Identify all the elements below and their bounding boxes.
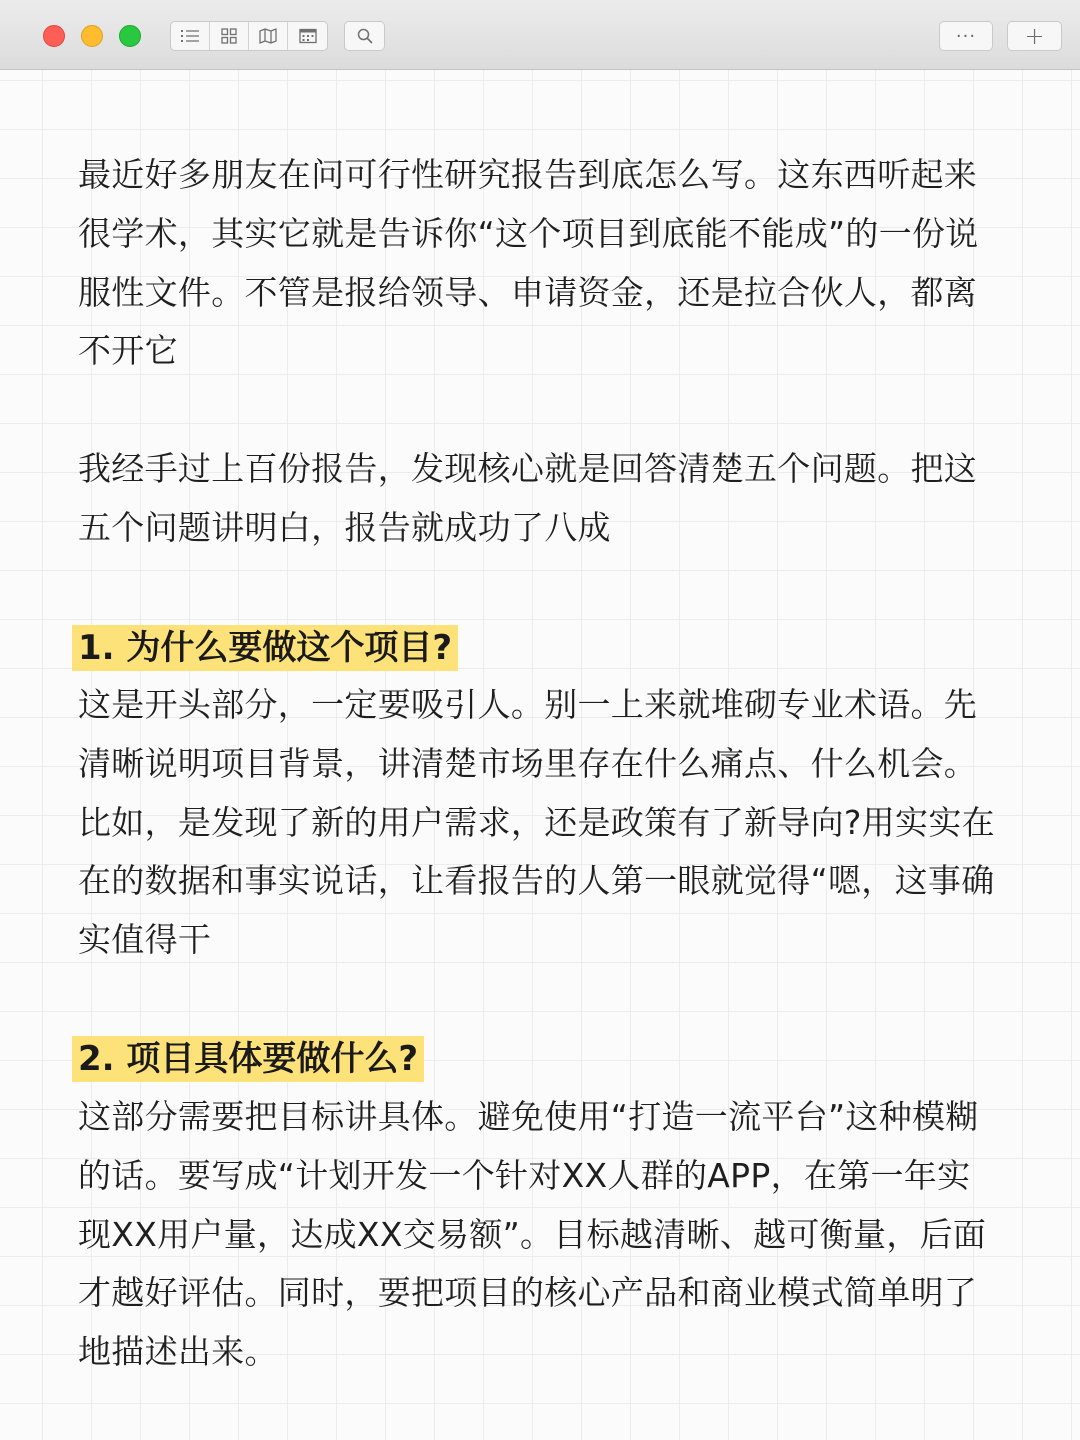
section-2-body: 这部分需要把目标讲具体。避免使用“打造一流平台”这种模糊的话。要写成“计划开发一个针对XX人群的APP，在第一年实现XX用户量，达成XX交易额”。目标越清晰、越可衡量，后面才越好评估。同时，要把项目的核心产品和商业模式简单明了地描述出来。 xyxy=(78,1097,987,1372)
more-icon: ··· xyxy=(955,25,977,47)
add-button[interactable] xyxy=(1007,21,1062,51)
map-view-button[interactable] xyxy=(249,22,288,50)
search-button[interactable] xyxy=(344,21,385,51)
section-2-heading: 2. 项目具体要做什么? xyxy=(72,1036,424,1082)
list-view-button[interactable] xyxy=(171,22,210,50)
more-button[interactable] xyxy=(939,21,993,51)
calendar-view-button[interactable] xyxy=(288,22,327,50)
section-1-heading: 1. 为什么要做这个项目? xyxy=(72,625,458,671)
map-icon xyxy=(259,28,277,44)
list-icon xyxy=(181,29,199,43)
intro-paragraph-2: 我经手过上百份报告，发现核心就是回答清楚五个问题。把这五个问题讲明白，报告就成功了八成 xyxy=(78,449,978,547)
zoom-window-button[interactable] xyxy=(119,25,141,47)
document-canvas xyxy=(0,70,1080,1440)
minimize-window-button[interactable] xyxy=(81,25,103,47)
view-mode-segmented-control xyxy=(170,21,328,51)
search-icon xyxy=(357,28,373,44)
close-window-button[interactable] xyxy=(43,25,65,47)
grid-icon xyxy=(221,28,237,44)
grid-view-button[interactable] xyxy=(210,22,249,50)
intro-paragraph-1: 最近好多朋友在问可行性研究报告到底怎么写。这东西听起来很学术，其实它就是告诉你“这个项目到底能不能成”的一份说服性文件。不管是报给领导、申请资金，还是拉合伙人，都离不开它 xyxy=(78,155,979,371)
window-titlebar xyxy=(0,0,1080,70)
plus-icon: + xyxy=(1024,22,1045,50)
calendar-icon xyxy=(299,28,317,44)
section-1-body: 这是开头部分，一定要吸引人。别一上来就堆砌专业术语。先清晰说明项目背景，讲清楚市场里存在什么痛点、什么机会。比如，是发现了新的用户需求，还是政策有了新导向?用实实在在的数据和事实说话，让看报告的人第一眼就觉得“嗯，这事确实值得干 xyxy=(78,685,995,960)
